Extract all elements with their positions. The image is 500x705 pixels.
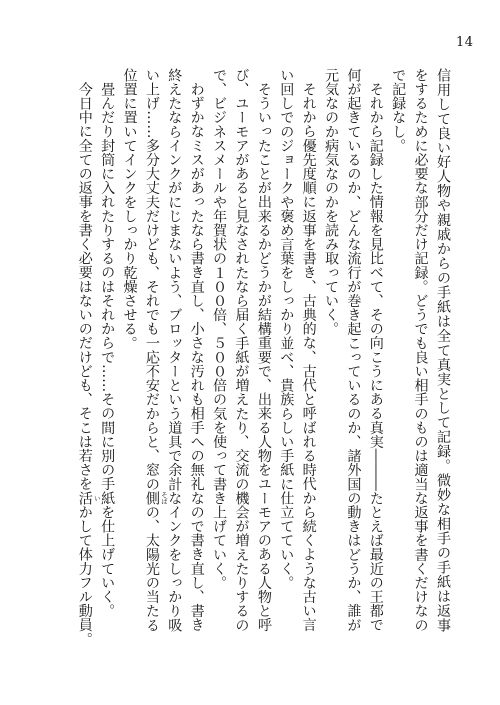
text-line-6: 元気なのか病気なのかを読み取っていく。 [323, 68, 340, 336]
text-line-2: をするために必要な部分だけ記録。どうでも良い相手のものは適当な返事を書くだけなの [412, 68, 429, 632]
text-line-16: 畳んだり封筒に入れたりするのはそれからで……その間に別の手紙を仕上げていく。 [99, 82, 116, 618]
text-line-9: そういったことが出来るかどうかが結構重要で、出来る人物をユーモアのある人物と呼 [255, 82, 272, 632]
ruby-group [76, 491, 101, 506]
text-line-14 [141, 68, 168, 633]
text-run: 今日中に全ての返事を書く必要はないのだけども、そこは若さを [76, 82, 93, 491]
ruby-group [143, 491, 168, 506]
ruby-base: 側 [143, 491, 160, 506]
text-line-17 [73, 68, 101, 647]
text-line-13: 終えたならインクがにじまないよう、ブロッターという道具で余計なインクをしっかり吸 [166, 68, 183, 632]
page-number: 14 [456, 35, 474, 50]
text-line-4: それから記録した情報を見比べて、その向こうにある真実―――たとえば最近の王都で [367, 82, 384, 632]
text-line-5: 何が起きているのか、どんな流行が巻き起こっているのか、諸外国の動きはどうか、誰が [345, 68, 362, 632]
text-run: い上げ……多分大丈夫だけども、それでも一応不安だからと、窓の [143, 68, 160, 491]
ruby-text: そば [159, 491, 168, 505]
text-run: の、太陽光の当たる [143, 505, 160, 633]
text-body [73, 68, 454, 647]
text-line-10: び、ユーモアがあると見なされたなら届く手紙が増えたり、交流の機会が増えたりするの [233, 68, 250, 632]
ruby-base: 活 [76, 491, 93, 506]
text-run: かして体力フル動員。 [76, 505, 93, 647]
text-line-15: 位置に置いてインクをしっかり乾燥させる。 [121, 68, 138, 350]
ruby-text: い [92, 494, 101, 502]
text-line-11: で、ビジネスメールや年賀状の１００倍、５００倍の気を使って書き上げていく。 [211, 68, 228, 590]
text-line-3: で記録なし。 [390, 68, 407, 153]
text-line-12: わずかなミスがあったなら書き直し、小さな汚れも相手への無礼なので書き直し、書き [188, 82, 205, 632]
text-line-7: それから優先度順に返事を書き、古典的な、古代と呼ばれる時代から続くような古い言 [300, 82, 317, 632]
text-line-1: 信用して良い好人物や親戚からの手紙は全て真実として記録。微妙な相手の手紙は返事 [435, 68, 451, 632]
text-line-8: い回しでのジョークや褒め言葉をしっかり並べ、貴族らしい手紙に仕立てていく。 [278, 68, 295, 590]
